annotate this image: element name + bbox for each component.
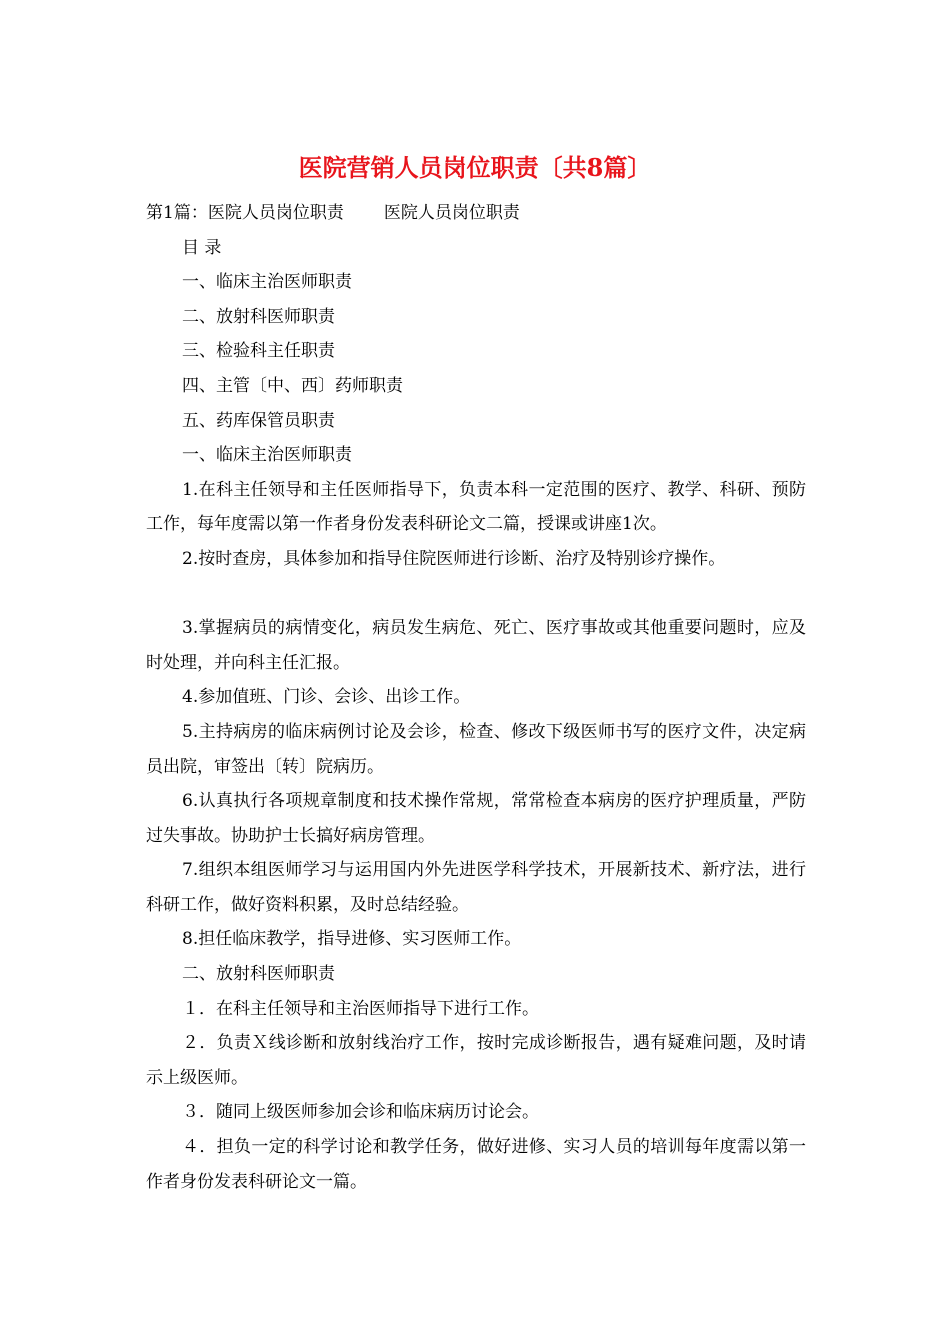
section-item: 2.按时查房，具体参加和指导住院医师进行诊断、治疗及特别诊疗操作。 xyxy=(182,548,726,569)
toc-label: 目 录 xyxy=(182,237,222,258)
toc-item: 二、放射科医师职责 xyxy=(182,306,335,327)
section-item: ３．随同上级医师参加会诊和临床病历讨论会。 xyxy=(182,1102,539,1123)
section-item: 7.组织本组医师学习与运用国内外先进医学科学技术，开展新技术、新疗法，进行科研工作，做好资料积累，及时总结经验。 xyxy=(146,860,806,915)
part-label: 第1篇：医院人员岗位职责 xyxy=(146,203,344,223)
section-item: 4.参加值班、门诊、会诊、出诊工作。 xyxy=(182,687,471,708)
blank-line xyxy=(146,577,806,612)
section-item: １．在科主任领导和主治医师指导下进行工作。 xyxy=(182,998,539,1019)
part-heading xyxy=(146,196,806,231)
section-item: 3.掌握病员的病情变化，病员发生病危、死亡、医疗事故或其他重要问题时，应及时处理，并向科主任汇报。 xyxy=(146,618,806,673)
section-item: 5.主持病房的临床病例讨论及会诊，检查、修改下级医师书写的医疗文件，决定病员出院，审签出〔转〕院病历。 xyxy=(146,721,806,777)
part-subtitle: 医院人员岗位职责 xyxy=(383,203,520,223)
section-item: 6.认真执行各项规章制度和技术操作常规，常常检查本病房的医疗护理质量，严防过失事故。协助护士长搞好病房管理。 xyxy=(146,791,806,846)
section-heading: 一、临床主治医师职责 xyxy=(182,445,352,466)
toc-item: 三、检验科主任职责 xyxy=(182,341,335,362)
section-item: 1.在科主任领导和主任医师指导下，负责本科一定范围的医疗、教学、科研、预防工作，每年度需以第一作者身份发表科研论文二篇，授课或讲座1次。 xyxy=(146,479,806,535)
section-item: 8.担任临床教学，指导进修、实习医师工作。 xyxy=(182,929,522,950)
toc-item: 四、主管〔中、西〕药师职责 xyxy=(182,375,403,396)
section-item: ２．负责Ｘ线诊断和放射线治疗工作，按时完成诊断报告，遇有疑难问题，及时请示上级医师。 xyxy=(146,1033,806,1088)
document-title: 医院营销人员岗位职责〔共8篇〕 xyxy=(298,153,652,182)
toc-item: 五、药库保管员职责 xyxy=(182,410,335,431)
document-body xyxy=(146,196,806,1199)
toc-item: 一、临床主治医师职责 xyxy=(182,272,352,293)
section-item: ４．担负一定的科学讨论和教学任务，做好进修、实习人员的培训每年度需以第一作者身份发表科研论文一篇。 xyxy=(146,1137,806,1192)
section-heading: 二、放射科医师职责 xyxy=(182,964,335,985)
